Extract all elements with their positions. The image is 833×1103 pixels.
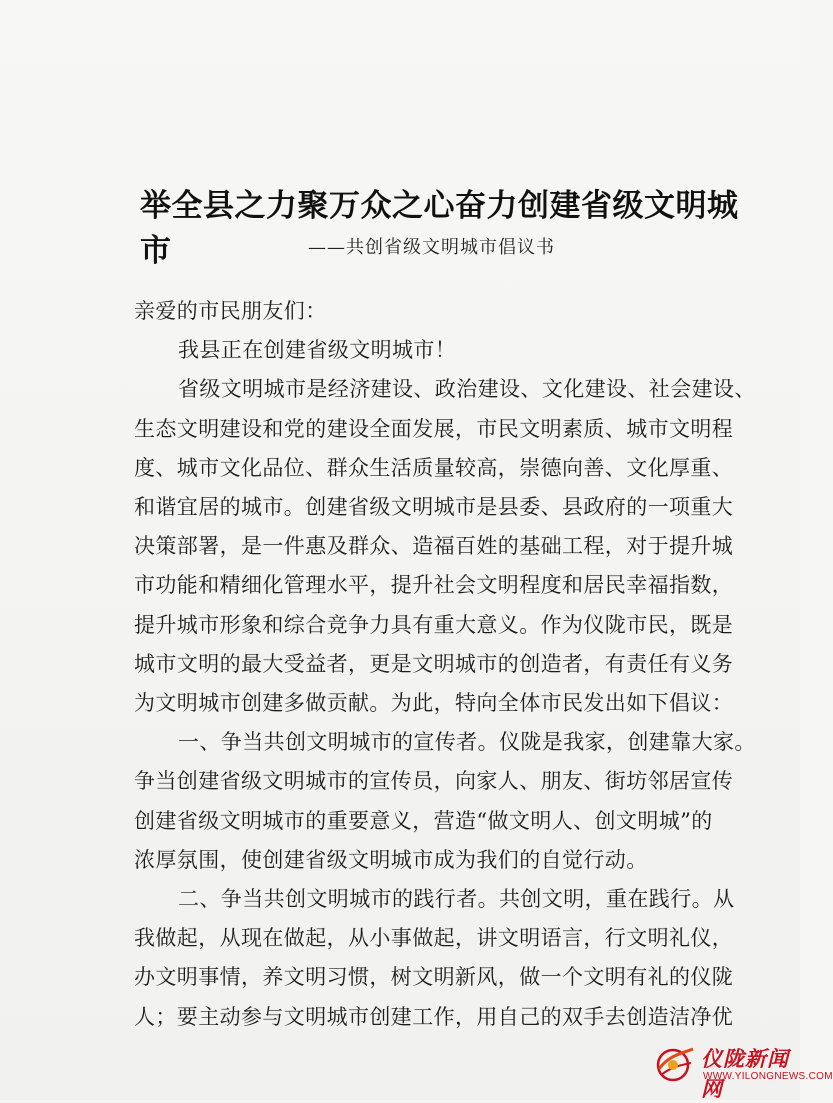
document-body: [134, 292, 756, 1037]
body-line: 生态文明建设和党的建设全面发展，市民文明素质、城市文明程: [134, 416, 734, 441]
body-line: 决策部署，是一件惠及群众、造福百姓的基础工程，对于提升城: [134, 534, 734, 559]
section-heading-line: 一、争当共创文明城市的宣传者。仪陇是我家，创建靠大家。: [178, 730, 756, 755]
body-line: 我县正在创建省级文明城市！: [178, 338, 457, 363]
site-url: WWW.YILONGNEWS.COM: [703, 1071, 833, 1082]
body-line: 人；要主动参与文明城市创建工作，用自己的双手去创造洁净优: [134, 1004, 734, 1029]
body-line: 为文明城市创建多做贡献。为此，特向全体市民发出如下倡议：: [134, 691, 734, 716]
document-subtitle: ——共创省级文明城市倡议书: [308, 237, 555, 258]
section-heading-line: 二、争当共创文明城市的践行者。共创文明，重在践行。从: [178, 887, 735, 912]
body-line: 市功能和精细化管理水平，提升社会文明程度和居民幸福指数，: [134, 573, 734, 598]
body-line: 创建省级文明城市的重要意义，营造“做文明人、创文明城”的: [134, 808, 713, 833]
body-line: 和谐宜居的城市。创建省级文明城市是县委、县政府的一项重大: [134, 495, 734, 520]
body-line: 度、城市文化品位、群众生活质量较高，崇德向善、文化厚重、: [134, 455, 734, 480]
body-line: 提升城市形象和综合竞争力具有重大意义。作为仪陇市民，既是: [134, 612, 734, 637]
greeting-line: 亲爱的市民朋友们：: [134, 299, 327, 323]
site-name: 仪陇新闻网: [701, 1047, 789, 1101]
body-line: 我做起，从现在做起，从小事做起，讲文明语言，行文明礼仪，: [134, 926, 734, 951]
site-watermark-logo: [651, 1035, 833, 1101]
body-line: 办文明事情，养文明习惯，树文明新风，做一个文明有礼的仪陇: [134, 965, 734, 990]
globe-swoosh-icon: [651, 1041, 697, 1085]
body-line: 浓厚氛围，使创建省级文明城市成为我们的自觉行动。: [134, 847, 648, 872]
body-line: 城市文明的最大受益者，更是文明城市的创造者，有责任有义务: [134, 651, 734, 676]
document-title: 举全县之力聚万众之心奋力创建省级文明城市: [140, 188, 739, 269]
body-line: 省级文明城市是经济建设、政治建设、文化建设、社会建设、: [178, 377, 756, 402]
body-line: 争当创建省级文明城市的宣传员，向家人、朋友、街坊邻居宣传: [134, 769, 734, 794]
